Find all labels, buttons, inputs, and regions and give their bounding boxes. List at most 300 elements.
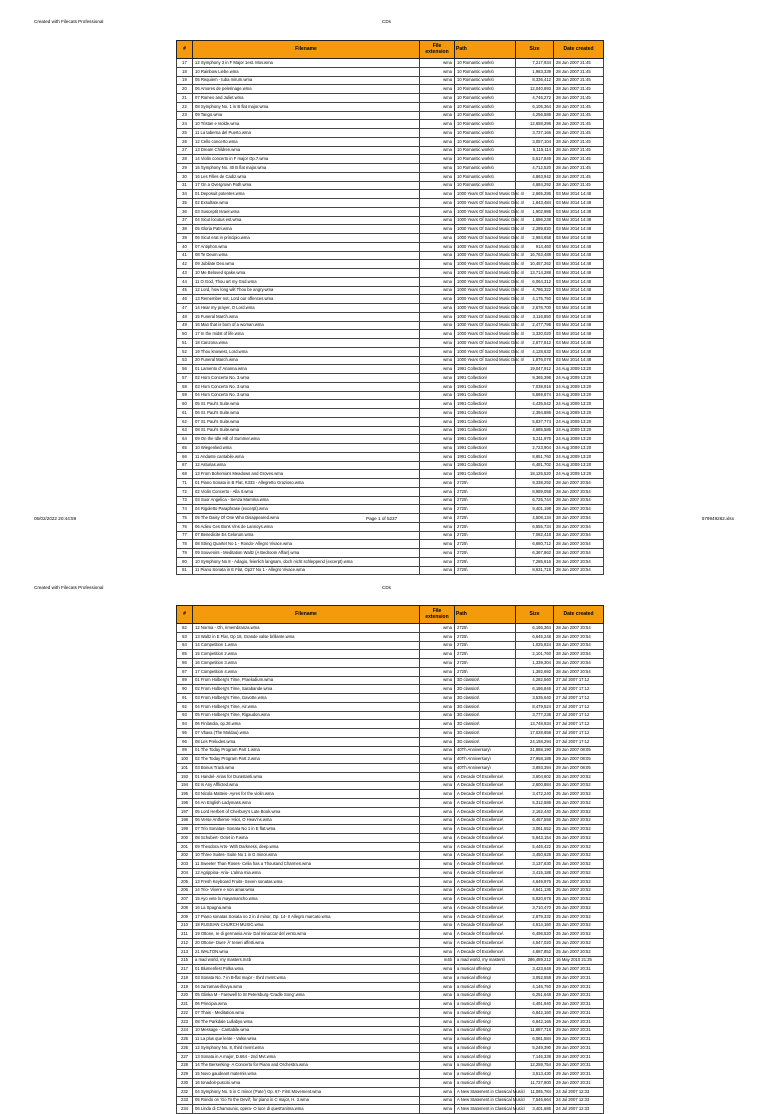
table-row <box>177 877 604 886</box>
cell-index: 28 <box>177 155 193 164</box>
cell-date-created: 25 Jun 2007 20:52 <box>554 947 604 956</box>
cell-path: a musical offering\ <box>455 1044 516 1053</box>
cell-size: 31,888,190 <box>516 746 554 755</box>
cell-date-created: 25 Jun 2007 20:52 <box>554 781 604 790</box>
table-row <box>177 982 604 991</box>
table-row <box>177 496 604 505</box>
cell-extension: wma <box>420 295 455 304</box>
cell-size: 9,365,398 <box>516 374 554 383</box>
header-center-text: CDs <box>382 585 391 590</box>
cell-size: 5,517,849 <box>516 155 554 164</box>
cell-size: 3,401,686 <box>516 1105 554 1114</box>
table-row <box>177 312 604 321</box>
cell-index: 202 <box>177 851 193 860</box>
cell-filename: 18 Canzona.wma <box>193 339 420 348</box>
cell-filename: 01 Deposuit potentes.wma <box>193 190 420 199</box>
cell-path: A Decade Of Excellence\ <box>455 895 516 904</box>
cell-index: 87 <box>177 667 193 676</box>
col-header-index: # <box>177 606 193 624</box>
cell-date-created: 25 Jun 2007 20:52 <box>554 869 604 878</box>
table-row <box>177 632 604 641</box>
cell-filename: 07 Trio Sonatas- Sonata No 1 in E flat.wma <box>193 825 420 834</box>
cell-path: 1991 Collection\ <box>455 391 516 400</box>
table-header-row <box>177 606 604 624</box>
cell-path: 1000 Years Of Sacred Music Disc 4\ <box>455 269 516 278</box>
cell-extension: wma <box>420 234 455 243</box>
cell-size: 7,146,338 <box>516 1052 554 1061</box>
cell-path: A Decade Of Excellence\ <box>455 807 516 816</box>
table-row <box>177 295 604 304</box>
cell-filename: 06 Principia.wma <box>193 1000 420 1009</box>
cell-date-created: 28 Jun 2007 20:54 <box>554 549 604 558</box>
cell-filename: 04 zarzamas-illovya.wma <box>193 982 420 991</box>
cell-extension: wma <box>420 1087 455 1096</box>
cell-index: 66 <box>177 452 193 461</box>
cell-extension: wma <box>420 790 455 799</box>
cell-filename: 08 Te Deum.wma <box>193 251 420 260</box>
cell-size: 3,116,850 <box>516 312 554 321</box>
cell-size: 5,115,114 <box>516 146 554 155</box>
table-row <box>177 694 604 703</box>
cell-filename: 03 Horn Concerto No. 3.wma <box>193 382 420 391</box>
table-row <box>177 965 604 974</box>
cell-extension: wma <box>420 1061 455 1070</box>
cell-extension: wma <box>420 737 455 746</box>
cell-size: 8,989,058 <box>516 487 554 496</box>
cell-index: 211 <box>177 930 193 939</box>
cell-extension: wma <box>420 207 455 216</box>
cell-path: A Decade Of Excellence\ <box>455 947 516 956</box>
cell-extension: wma <box>420 452 455 461</box>
cell-index: 204 <box>177 869 193 878</box>
cell-size: 5,249,390 <box>516 1044 554 1053</box>
table-row <box>177 1096 604 1105</box>
table-row <box>177 76 604 85</box>
cell-filename: 10 Me Beloved spake.wma <box>193 269 420 278</box>
cell-path: 1000 Years Of Sacred Music Disc 4\ <box>455 242 516 251</box>
cell-extension: wma <box>420 129 455 138</box>
cell-index: 92 <box>177 702 193 711</box>
cell-date-created: 24 Aug 2009 13:20 <box>554 374 604 383</box>
cell-size: 3,893,394 <box>516 764 554 773</box>
table-row <box>177 164 604 173</box>
cell-path: 10 Romantic works\ <box>455 146 516 155</box>
cell-extension: wma <box>420 531 455 540</box>
cell-size: 5,837,774 <box>516 417 554 426</box>
cell-index: 73 <box>177 496 193 505</box>
cell-size: 4,685,586 <box>516 426 554 435</box>
cell-index: 206 <box>177 886 193 895</box>
cell-extension: wma <box>420 834 455 843</box>
cell-index: 232 <box>177 1087 193 1096</box>
cell-extension: wma <box>420 94 455 103</box>
cell-date-created: 25 Jun 2007 20:52 <box>554 921 604 930</box>
cell-size: 1,843,484 <box>516 199 554 208</box>
cell-filename: 05 From Holberg's Time, Rigaudon.wma <box>193 711 420 720</box>
cell-path: 1000 Years Of Sacred Music Disc 4\ <box>455 216 516 225</box>
cell-filename: 11 O God, Thou art my God.wma <box>193 277 420 286</box>
cell-extension: wma <box>420 676 455 685</box>
cell-extension: wma <box>420 251 455 260</box>
cell-size: 2,665,286 <box>516 190 554 199</box>
cell-size: 3,777,238 <box>516 711 554 720</box>
table-row <box>177 277 604 286</box>
cell-filename: 15 Competition 2.wma <box>193 650 420 659</box>
cell-date-created: 25 Jun 2007 20:52 <box>554 860 604 869</box>
cell-date-created: 24 Jul 2007 12:33 <box>554 1096 604 1105</box>
cell-filename: 01 Blumenfest Polka.wma <box>193 965 420 974</box>
cell-filename: 14 The Berserking- A Concerto for Piano and Orchestra.wma <box>193 1061 420 1070</box>
cell-path: 1000 Years Of Sacred Music Disc 4\ <box>455 286 516 295</box>
cell-filename: 12 Asturias.wma <box>193 461 420 470</box>
cell-date-created: 24 Aug 2009 13:20 <box>554 470 604 479</box>
cell-extension: wma <box>420 286 455 295</box>
cell-path: 1000 Years Of Sacred Music Disc 4\ <box>455 225 516 234</box>
table-row <box>177 417 604 426</box>
cell-index: 220 <box>177 991 193 1000</box>
cell-date-created: 25 Jun 2007 20:52 <box>554 799 604 808</box>
cell-index: 93 <box>177 711 193 720</box>
cell-index: 209 <box>177 912 193 921</box>
col-header-path: Path <box>455 606 516 624</box>
cell-size: 5,312,586 <box>516 799 554 808</box>
cell-path: 10 Romantic works\ <box>455 85 516 94</box>
cell-path: 1000 Years Of Sacred Music Disc 4\ <box>455 356 516 365</box>
cell-date-created: 28 Jun 2007 20:54 <box>554 487 604 496</box>
cell-size: 6,186,846 <box>516 685 554 694</box>
cell-index: 223 <box>177 1017 193 1026</box>
cell-extension: wma <box>420 1035 455 1044</box>
table-row <box>177 825 604 834</box>
cell-size: 4,786,322 <box>516 286 554 295</box>
cell-path: 2725\ <box>455 659 516 668</box>
cell-filename: 13 Fresh Keyboard Fruits- Seven sonatas.wma <box>193 877 420 886</box>
cell-size: 2,477,798 <box>516 321 554 330</box>
cell-path: 2725\ <box>455 505 516 514</box>
cell-path: 10 Romantic works\ <box>455 111 516 120</box>
table-row <box>177 435 604 444</box>
cell-size: 2,394,886 <box>516 409 554 418</box>
cell-index: 225 <box>177 1035 193 1044</box>
cell-path: 2725\ <box>455 487 516 496</box>
cell-path: 3D classics\ <box>455 729 516 738</box>
cell-path: 10 Romantic works\ <box>455 59 516 68</box>
cell-date-created: 29 Jun 2007 20:31 <box>554 1035 604 1044</box>
cell-size: 4,649,976 <box>516 877 554 886</box>
cell-path: 10 Romantic works\ <box>455 102 516 111</box>
cell-index: 82 <box>177 624 193 633</box>
cell-path: 1000 Years Of Sacred Music Disc 4\ <box>455 321 516 330</box>
cell-extension: wma <box>420 242 455 251</box>
cell-size: 13,748,934 <box>516 720 554 729</box>
cell-path: 10 Romantic works\ <box>455 129 516 138</box>
cell-path: 10 Romantic works\ <box>455 172 516 181</box>
cell-index: 53 <box>177 356 193 365</box>
cell-size: 17,028,658 <box>516 729 554 738</box>
cell-extension: wma <box>420 965 455 974</box>
cell-index: 205 <box>177 877 193 886</box>
cell-size: 5,843,154 <box>516 834 554 843</box>
cell-extension: wma <box>420 470 455 479</box>
cell-index: 64 <box>177 435 193 444</box>
table-row <box>177 409 604 418</box>
cell-filename: 06 Verse Anthems- Hiior, O Heav'ns.wma <box>193 816 420 825</box>
cell-size: 5,211,978 <box>516 435 554 444</box>
cell-size: 8,631,718 <box>516 566 554 575</box>
cell-date-created: 29 Jun 2007 20:31 <box>554 1017 604 1026</box>
col-header-filename: Filename <box>193 606 420 624</box>
cell-size: 4,863,942 <box>516 172 554 181</box>
cell-date-created: 28 Jun 2007 20:54 <box>554 540 604 549</box>
cell-path: a musical offering\ <box>455 1035 516 1044</box>
table-row <box>177 400 604 409</box>
cell-filename: 09 Theodora Arts- With Darkness, deep.wma <box>193 842 420 851</box>
cell-extension: wma <box>420 904 455 913</box>
cell-index: 218 <box>177 974 193 983</box>
cell-path: A Decade Of Excellence\ <box>455 886 516 895</box>
cell-extension: wma <box>420 1052 455 1061</box>
cell-date-created: 25 Jun 2007 20:52 <box>554 912 604 921</box>
cell-size: 19,047,912 <box>516 365 554 374</box>
cell-date-created: 29 Jun 2007 20:31 <box>554 974 604 983</box>
cell-extension: wma <box>420 921 455 930</box>
cell-size: 6,166,364 <box>516 624 554 633</box>
cell-size: 6,251,648 <box>516 991 554 1000</box>
cell-date-created: 28 Jun 2007 21:45 <box>554 67 604 76</box>
cell-size: 12,040,893 <box>516 85 554 94</box>
table-row <box>177 365 604 374</box>
cell-extension: wma <box>420 1079 455 1088</box>
cell-size: 8,479,524 <box>516 702 554 711</box>
cell-date-created: 28 Jun 2007 21:45 <box>554 85 604 94</box>
cell-index: 78 <box>177 540 193 549</box>
cell-date-created: 27 Jul 2007 17:12 <box>554 720 604 729</box>
cell-filename: 12 Lord, how long wilt Thou be angry.wma <box>193 286 420 295</box>
cell-date-created: 03 Mar 2014 14:48 <box>554 277 604 286</box>
cell-extension: wma <box>420 59 455 68</box>
cell-index: 213 <box>177 947 193 956</box>
cell-date-created: 03 Mar 2014 14:48 <box>554 225 604 234</box>
cell-filename: 17 Competition 4.wma <box>193 667 420 676</box>
cell-path: 3D classics\ <box>455 694 516 703</box>
cell-filename: 06 Sicut erat in principio.wma <box>193 234 420 243</box>
cell-path: 1991 Collection\ <box>455 400 516 409</box>
cell-extension: wma <box>420 487 455 496</box>
cell-date-created: 03 Mar 2014 14:48 <box>554 251 604 260</box>
col-header-size: Size <box>516 41 554 59</box>
cell-extension: wma <box>420 877 455 886</box>
cell-extension: wma <box>420 76 455 85</box>
cell-date-created: 27 Jul 2007 17:12 <box>554 737 604 746</box>
cell-size: 2,600,884 <box>516 781 554 790</box>
cell-path: 1991 Collection\ <box>455 452 516 461</box>
cell-path: 40Th Anniversary\ <box>455 746 516 755</box>
cell-extension: wma <box>420 356 455 365</box>
cell-extension: wma <box>420 435 455 444</box>
cell-path: 1000 Years Of Sacred Music Disc 4\ <box>455 277 516 286</box>
cell-filename: 11 Sweeter Than Roses- Celia has a Thousand Charmes.wma <box>193 860 420 869</box>
cell-size: 4,641,136 <box>516 886 554 895</box>
cell-size: 12,658,286 <box>516 120 554 129</box>
col-header-extension: File extension <box>420 606 455 624</box>
cell-filename: 01 Handel- Arias for Durastanti.wma <box>193 772 420 781</box>
cell-filename: 03 Sonata No. 7 in B-flat major - third mvmt.wma <box>193 974 420 983</box>
cell-filename: 15 Nuvo gaudeant maternis.wma <box>193 1070 420 1079</box>
cell-size: 3,330,020 <box>516 330 554 339</box>
table-row <box>177 549 604 558</box>
cell-filename: 07 Benedicite Es Celorum.wma <box>193 531 420 540</box>
cell-extension: wma <box>420 746 455 755</box>
cell-filename: 04 An English Ladymass.wma <box>193 799 420 808</box>
cell-extension: wma <box>420 729 455 738</box>
cell-index: 24 <box>177 120 193 129</box>
cell-filename: 12 Norma - Oh, rimembranza.wma <box>193 624 420 633</box>
cell-index: 35 <box>177 199 193 208</box>
cell-filename: 12 Agrippina- Aria- L'alma mia.wma <box>193 869 420 878</box>
cell-index: 227 <box>177 1052 193 1061</box>
cell-path: A Decade Of Excellence\ <box>455 912 516 921</box>
cell-size: 4,282,560 <box>516 676 554 685</box>
cell-size: 11,065,784 <box>516 1087 554 1096</box>
cell-extension: wma <box>420 155 455 164</box>
footer-timestamp: 05/02/2022 20:44:59 <box>34 516 77 521</box>
cell-path: 1991 Collection\ <box>455 461 516 470</box>
cell-path: a mad world, my masters\ <box>455 956 516 965</box>
cell-filename: 01 Lamento d' Arianna.wma <box>193 365 420 374</box>
cell-filename: 05 Lord Herbert of Cherbury's Lute Book.wma <box>193 807 420 816</box>
cell-filename: 21 WALTON.wma <box>193 947 420 956</box>
cell-extension: wma <box>420 641 455 650</box>
cell-extension: wma <box>420 321 455 330</box>
cell-date-created: 03 Mar 2014 14:48 <box>554 356 604 365</box>
table-row <box>177 199 604 208</box>
cell-filename: 07 Vltava (The Moldau).wma <box>193 729 420 738</box>
cell-index: 233 <box>177 1096 193 1105</box>
cell-index: 91 <box>177 694 193 703</box>
cell-size: 6,496,520 <box>516 930 554 939</box>
cell-path: 1000 Years Of Sacred Music Disc 4\ <box>455 207 516 216</box>
cell-filename: 11 Andante cantabile.wma <box>193 452 420 461</box>
cell-size: 12,259,754 <box>516 1061 554 1070</box>
table-row <box>177 94 604 103</box>
table-row <box>177 155 604 164</box>
cell-filename: 20 Funeral March.wma <box>193 356 420 365</box>
cell-extension: wma <box>420 1009 455 1018</box>
table-row <box>177 339 604 348</box>
cell-index: 71 <box>177 479 193 488</box>
table-row <box>177 67 604 76</box>
cell-index: 63 <box>177 426 193 435</box>
cell-size: 4,128,632 <box>516 347 554 356</box>
cell-path: 10 Romantic works\ <box>455 76 516 85</box>
cell-extension: wma <box>420 549 455 558</box>
cell-date-created: 03 Mar 2014 14:48 <box>554 312 604 321</box>
cell-index: 17 <box>177 59 193 68</box>
cell-extension: wma <box>420 67 455 76</box>
cell-date-created: 29 Jun 2007 08:05 <box>554 746 604 755</box>
cell-index: 61 <box>177 409 193 418</box>
cell-index: 200 <box>177 834 193 843</box>
cell-date-created: 29 Jun 2007 20:31 <box>554 1052 604 1061</box>
page-1-header <box>0 16 768 28</box>
cell-extension: wma <box>420 912 455 921</box>
table-row <box>177 1026 604 1035</box>
cell-date-created: 03 Mar 2014 14:48 <box>554 260 604 269</box>
cell-path: a musical offering\ <box>455 1070 516 1079</box>
table-row <box>177 650 604 659</box>
cell-extension: wma <box>420 557 455 566</box>
table-row <box>177 1035 604 1044</box>
table-row <box>177 225 604 234</box>
cell-index: 100 <box>177 755 193 764</box>
cell-filename: 07 Thais - Meditation.wma <box>193 1009 420 1018</box>
cell-extension: wma <box>420 496 455 505</box>
cell-index: 41 <box>177 251 193 260</box>
cell-filename: 17 On a Overgrown Path.wma <box>193 181 420 190</box>
cell-date-created: 29 Jun 2007 08:05 <box>554 755 604 764</box>
cell-extension: wma <box>420 860 455 869</box>
cell-extension: wma <box>420 816 455 825</box>
cell-date-created: 24 Aug 2009 13:20 <box>554 400 604 409</box>
cell-size: 6,081,584 <box>516 1035 554 1044</box>
table-row <box>177 172 604 181</box>
table-row <box>177 737 604 746</box>
cell-filename: 07 Romeo and Juliet.wma <box>193 94 420 103</box>
table-row <box>177 746 604 755</box>
cell-index: 217 <box>177 965 193 974</box>
cell-path: 1991 Collection\ <box>455 374 516 383</box>
cell-size: 5,669,874 <box>516 391 554 400</box>
cell-extension: wma <box>420 164 455 173</box>
cell-index: 38 <box>177 225 193 234</box>
cell-date-created: 25 Jun 2007 20:52 <box>554 895 604 904</box>
cell-date-created: 29 Jun 2007 20:31 <box>554 1009 604 1018</box>
cell-extension: wma <box>420 172 455 181</box>
table-row <box>177 799 604 808</box>
cell-filename: 03 Nicola Matteis- Ayres for the violin.wma <box>193 790 420 799</box>
cell-filename: 05 Requiem - tuba mirum.wma <box>193 76 420 85</box>
cell-extension: wma <box>420 505 455 514</box>
cell-path: 3D classics\ <box>455 676 516 685</box>
cell-path: 3D classics\ <box>455 685 516 694</box>
cell-path: 1000 Years Of Sacred Music Disc 4\ <box>455 312 516 321</box>
cell-size: 24,158,294 <box>516 737 554 746</box>
col-header-path: Path <box>455 41 516 59</box>
cell-path: 10 Romantic works\ <box>455 120 516 129</box>
cell-index: 77 <box>177 531 193 540</box>
cell-path: 3D classics\ <box>455 720 516 729</box>
table-row <box>177 790 604 799</box>
table-row <box>177 702 604 711</box>
cell-index: 30 <box>177 172 193 181</box>
cell-size: 3,061,552 <box>516 825 554 834</box>
cell-size: 5,920,678 <box>516 895 554 904</box>
table-row <box>177 216 604 225</box>
cell-filename: 05 Glinka M - Farewell to St Petersburg-'Cradle Song'.wma <box>193 991 420 1000</box>
table-row <box>177 764 604 773</box>
cell-size: 11,727,800 <box>516 1079 554 1088</box>
table-row <box>177 1052 604 1061</box>
cell-index: 39 <box>177 234 193 243</box>
cell-date-created: 28 Jun 2007 20:54 <box>554 667 604 676</box>
table-row <box>177 304 604 313</box>
table-row <box>177 461 604 470</box>
cell-size: 4,491,940 <box>516 1000 554 1009</box>
table-row <box>177 641 604 650</box>
cell-index: 25 <box>177 129 193 138</box>
cell-index: 45 <box>177 286 193 295</box>
cell-size: 914,460 <box>516 242 554 251</box>
